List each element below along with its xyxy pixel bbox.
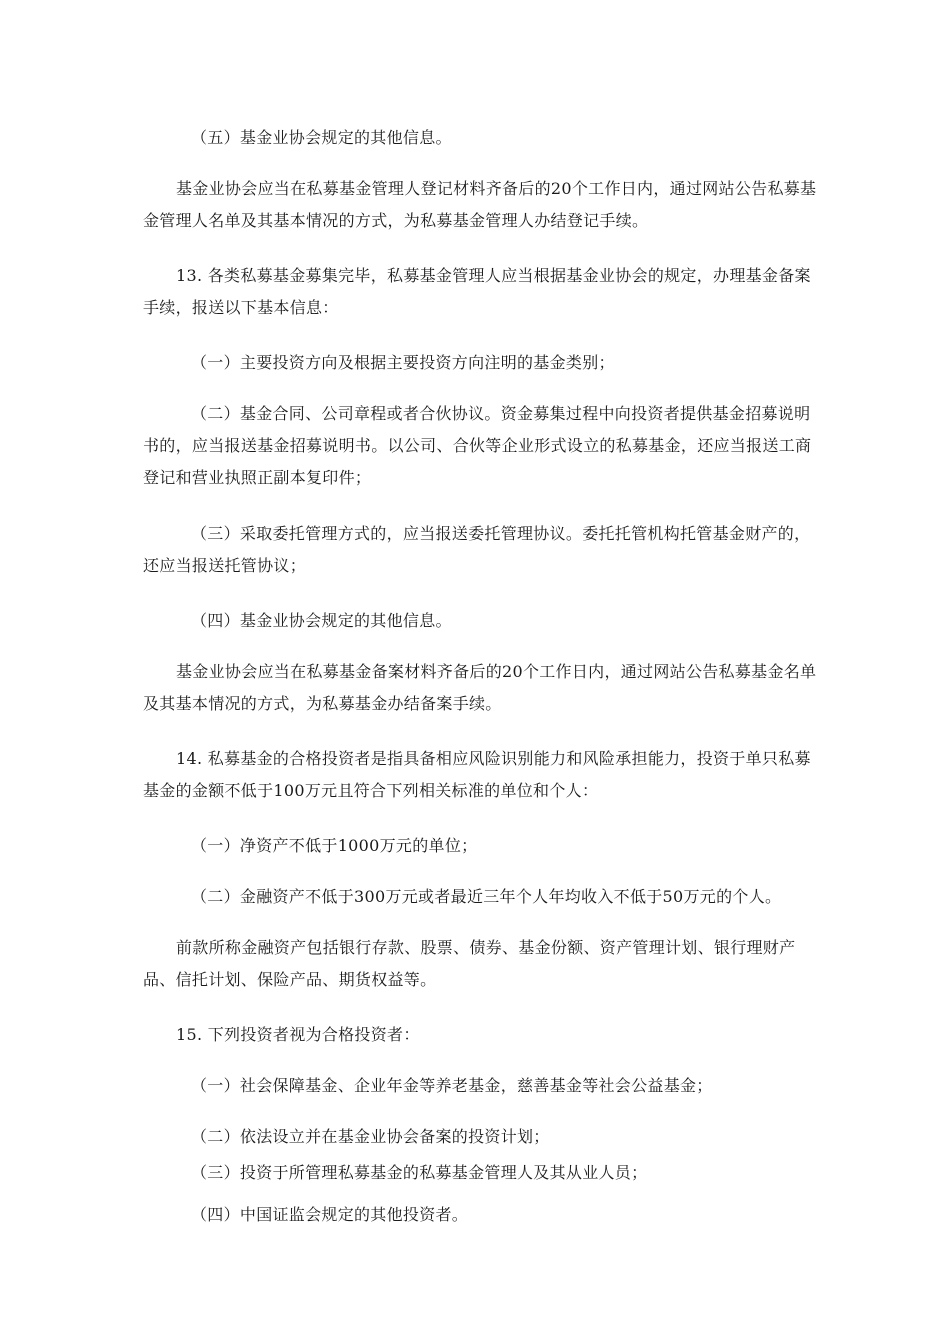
paragraph-13-item-4: （四）基金业协会规定的其他信息。 <box>191 611 452 630</box>
paragraph-15-item-3: （三）投资于所管理私募基金的私募基金管理人及其从业人员； <box>191 1163 648 1182</box>
paragraph-15-item-1: （一）社会保障基金、企业年金等养老基金，慈善基金等社会公益基金； <box>191 1076 713 1095</box>
paragraph-article-15: 15. 下列投资者视为合格投资者： <box>176 1025 420 1044</box>
paragraph-item-five-info: （五）基金业协会规定的其他信息。 <box>191 128 452 147</box>
paragraph-13-item-3: （三）采取委托管理方式的，应当报送委托管理协议。委托托管机构托管基金财产的，还应当报送托管协议； <box>143 524 811 575</box>
paragraph-filing-procedure: 基金业协会应当在私募基金备案材料齐备后的20个工作日内，通过网站公告私募基金名单及其基本情况的方式，为私募基金办结备案手续。 <box>143 662 817 713</box>
paragraph-15-item-2: （二）依法设立并在基金业协会备案的投资计划； <box>191 1127 550 1146</box>
paragraph-article-14: 14. 私募基金的合格投资者是指具备相应风险识别能力和风险承担能力，投资于单只私募基金的金额不低于100万元且符合下列相关标准的单位和个人： <box>143 749 811 800</box>
paragraph-financial-assets-definition: 前款所称金融资产包括银行存款、股票、债券、基金份额、资产管理计划、银行理财产品、信托计划、保险产品、期货权益等。 <box>143 938 796 989</box>
paragraph-article-13: 13. 各类私募基金募集完毕，私募基金管理人应当根据基金业协会的规定，办理基金备案手续，报送以下基本信息： <box>143 266 811 317</box>
paragraph-14-item-2: （二）金融资产不低于300万元或者最近三年个人年均收入不低于50万元的个人。 <box>191 887 782 906</box>
paragraph-13-item-2: （二）基金合同、公司章程或者合伙协议。资金募集过程中向投资者提供基金招募说明书的，应当报送基金招募说明书。以公司、合伙等企业形式设立的私募基金，还应当报送工商登记和营业执照正副本复印件； <box>143 404 812 487</box>
paragraph-13-item-1: （一）主要投资方向及根据主要投资方向注明的基金类别； <box>191 353 615 372</box>
paragraph-14-item-1: （一）净资产不低于1000万元的单位； <box>191 836 478 855</box>
paragraph-registration-procedure: 基金业协会应当在私募基金管理人登记材料齐备后的20个工作日内，通过网站公告私募基金管理人名单及其基本情况的方式，为私募基金管理人办结登记手续。 <box>143 179 817 230</box>
paragraph-15-item-4: （四）中国证监会规定的其他投资者。 <box>191 1205 469 1224</box>
